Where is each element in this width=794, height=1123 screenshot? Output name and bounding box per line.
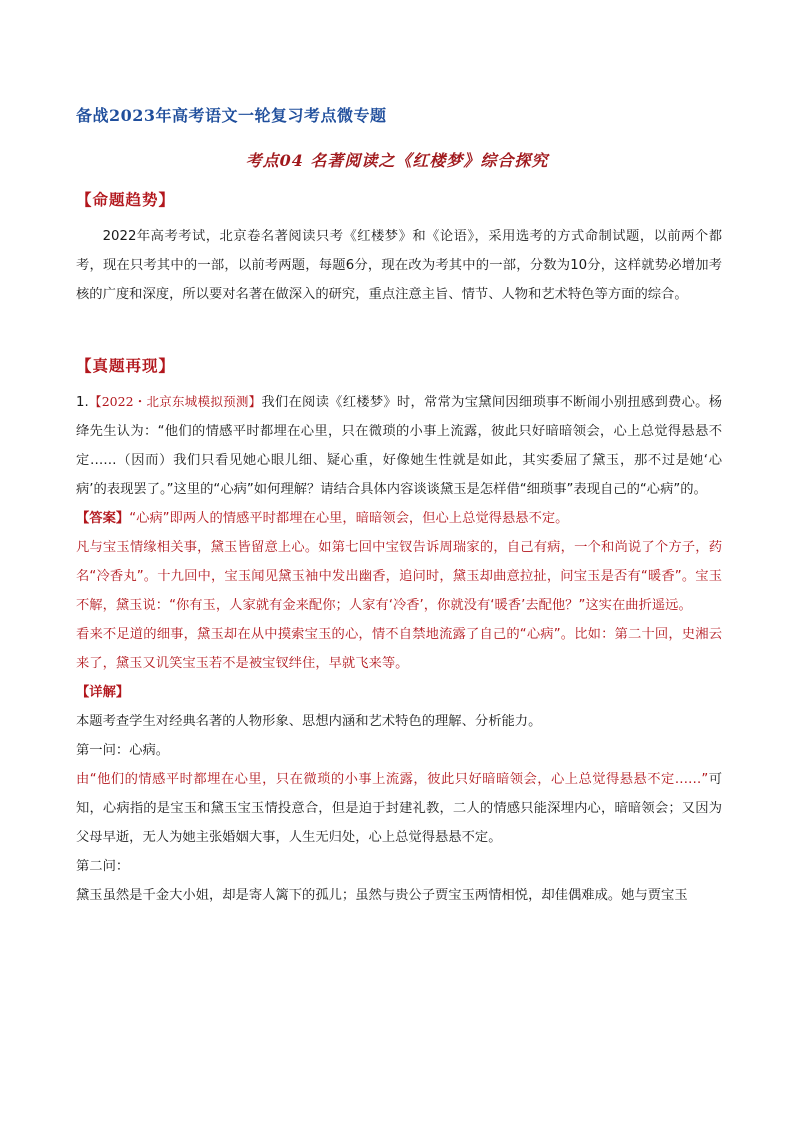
question-number: 1. xyxy=(76,395,89,410)
detail-q1-label: 第一问：心病。 xyxy=(76,743,170,758)
question-text: 我们在阅读《红楼梦》时，常常为宝黛间因细琐事不断闹小别扭感到费心。杨绛先生认为：“他们的情感平时都埋在心里，只在微琐的小事上流露，彼此只好暗暗领会，心上总觉得悬悬不定……（因而）我们只看见她心眼儿细、疑心重，好像她生性就是如此，其实委屈了黛玉，那不过是她‘心病’的表现罢了。”这里的“心病”如何理解？请结合具体内容谈谈黛玉是怎样借“细琐事”表现自己的“心病”的。 xyxy=(76,395,723,497)
detail-intro: 本题考查学生对经典名著的人物形象、思想内涵和艺术特色的理解、分析能力。 xyxy=(76,714,542,729)
detail-q2-text: 黛玉虽然是千金大小姐，却是寄人篱下的孤儿；虽然与贵公子贾宝玉两情相悦，却佳偶难成。她与贾宝玉 xyxy=(76,888,688,903)
answer-paragraph-3: 看来不足道的细事，黛玉却在从中摸索宝玉的心，情不自禁地流露了自己的“心病”。比如：第二十回，史湘云来了，黛玉又讥笑宝玉若不是被宝钗绊住，早就飞来等。 xyxy=(76,627,722,671)
trend-paragraph: 2022年高考考试，北京卷名著阅读只考《红楼梦》和《论语》，采用选考的方式命制试题，以前两个都考，现在只考其中的一部，以前考两题，每题6分，现在改为考其中的一部，分数为10分，这样就势必增加考核的广度和深度，所以要对名著在做深入的研究，重点注意主旨、情节、人物和艺术特色等方面的综合。 xyxy=(76,229,722,302)
trend-heading: 【命题趋势】 xyxy=(76,190,176,209)
trend-section xyxy=(76,222,722,309)
real-heading: 【真题再现】 xyxy=(76,356,176,375)
detail-label: 【详解】 xyxy=(76,685,130,700)
detail-q1-rest: 可知，心病指的是宝玉和黛玉宝玉情投意合，但是迫于封建礼教，二人的情感只能深埋内心，暗暗领会；又因为父母早逝，无人为她主张婚姻大事，人生无归处，心上总觉得悬悬不定。 xyxy=(76,772,723,845)
answer-paragraph-2: 凡与宝玉情缘相关事，黛玉皆留意上心。如第七回中宝钗告诉周瑞家的，自己有病，一个和尚说了个方子，药名“冷香丸”。十九回中，宝玉闻见黛玉袖中发出幽香，追问时，黛玉却曲意拉扯，问宝玉是否有“暖香”。宝玉不解，黛玉说：“你有玉，人家就有金来配你；人家有‘冷香’，你就没有‘暖香’去配他？”这实在曲折遥远。 xyxy=(76,540,722,613)
real-section xyxy=(76,387,722,910)
detail-q2-label: 第二问： xyxy=(76,859,130,874)
series-title: 备战2023年高考语文一轮复习考点微专题 xyxy=(76,106,387,125)
topic-title: 考点04 名著阅读之《红楼梦》综合探究 xyxy=(245,151,549,170)
answer-text-1: “心病”即两人的情感平时都埋在心里，暗暗领会，但心上总觉得悬悬不定。 xyxy=(129,511,569,526)
detail-q1-quote: 由“他们的情感平时都埋在心里，只在微琐的小事上流露，彼此只好暗暗领会，心上总觉得悬悬不定……” xyxy=(76,772,709,787)
question-1 xyxy=(76,387,722,504)
answer-label: 【答案】 xyxy=(76,511,130,526)
question-source: 【2022・北京东城模拟预测】 xyxy=(88,394,262,409)
answer-line-1 xyxy=(76,504,722,533)
detail-q1 xyxy=(76,765,722,852)
